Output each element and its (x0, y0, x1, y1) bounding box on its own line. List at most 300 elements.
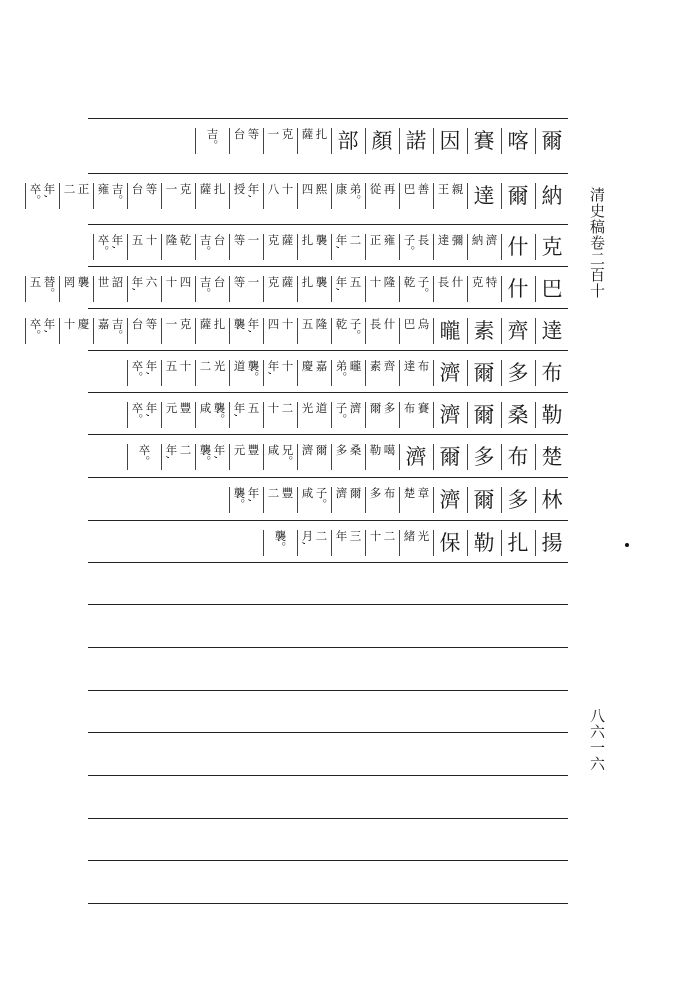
name-character: 濟 (439, 488, 461, 512)
annotation-cell (297, 234, 331, 270)
annotation-cell (161, 402, 195, 438)
annotation-column: 一 (246, 276, 261, 288)
annotation-column: 等 (144, 183, 159, 195)
annotation-cell (399, 402, 433, 438)
annotation-cell (263, 183, 297, 219)
annotation-column: 二 (348, 234, 363, 246)
annotation-column: 從 (368, 183, 383, 195)
annotation-column: 年 (334, 530, 349, 542)
annotation-cell (25, 276, 59, 312)
annotation-column: 素 (368, 360, 383, 372)
annotation-column: 克 (178, 318, 193, 330)
annotation-column: 一 (246, 234, 261, 246)
annotation-cell (93, 318, 127, 354)
annotation-cell (161, 360, 195, 396)
annotation-column: 隆 (382, 276, 397, 288)
annotation-cell (161, 276, 195, 312)
name-character: 爾 (473, 403, 495, 427)
name-character: 布 (507, 445, 529, 469)
name-character: 諾 (405, 129, 427, 153)
annotation-column: 十 (266, 402, 281, 414)
annotation-column: 襲 (314, 234, 329, 246)
annotation-cell (331, 487, 365, 523)
annotation-column: 等 (232, 234, 247, 246)
annotation-column: 十 (280, 318, 295, 330)
annotation-column: 二 (178, 444, 193, 456)
annotation-column: 薩 (198, 318, 213, 330)
annotation-cell (331, 276, 365, 312)
annotation-cell (195, 234, 229, 270)
annotation-cell (399, 183, 433, 219)
annotation-cell (365, 402, 399, 438)
annotation-cell (59, 318, 93, 354)
annotation-column: 多 (382, 402, 397, 414)
annotation-cell (127, 360, 161, 396)
row-rule (88, 860, 568, 861)
annotation-cell (331, 444, 365, 480)
annotation-column: 達 (436, 234, 451, 246)
annotation-column: 布 (416, 360, 431, 372)
annotation-column: 吉。 (198, 276, 213, 299)
annotation-column: 特 (484, 276, 499, 288)
annotation-column: 襲 (314, 276, 329, 288)
annotation-column: 豐 (246, 444, 261, 456)
annotation-column: 薩 (300, 128, 315, 140)
annotation-cell (127, 318, 161, 354)
annotation-column: 烏 (416, 318, 431, 330)
name-character: 多 (507, 488, 529, 512)
annotation-column: 元 (164, 402, 179, 414)
annotation-cell (229, 487, 263, 523)
annotation-cell (263, 402, 297, 438)
name-character: 因 (439, 129, 461, 153)
annotation-column: 道 (314, 402, 329, 414)
name-character: 部 (337, 129, 359, 153)
annotation-cell (331, 318, 365, 354)
annotation-cell (229, 444, 263, 480)
annotation-cell (297, 402, 331, 438)
annotation-column: 五 (246, 402, 261, 414)
annotation-column: 吉。 (110, 318, 125, 341)
annotation-cell (93, 183, 127, 219)
annotation-column: 弟。 (334, 360, 349, 383)
annotation-column: 替。 (42, 276, 57, 299)
annotation-column: 十 (368, 530, 383, 542)
annotation-column: 嘉 (96, 318, 111, 330)
annotation-cell (399, 318, 433, 354)
annotation-column: 二 (198, 360, 213, 372)
annotation-column: 一 (164, 183, 179, 195)
annotation-column: 年, (266, 360, 281, 376)
annotation-column: 隆 (164, 234, 179, 246)
annotation-column: 詔 (110, 276, 125, 288)
annotation-column: 長 (368, 318, 383, 330)
annotation-column: 扎 (314, 128, 329, 140)
row-rule (88, 604, 568, 605)
annotation-column: 十 (62, 318, 77, 330)
annotation-column: 罔 (62, 276, 77, 288)
annotation-cell (229, 360, 263, 396)
annotation-column: 五 (164, 360, 179, 372)
annotation-column: 薩 (280, 276, 295, 288)
row-rule (88, 818, 568, 819)
annotation-cell (399, 360, 433, 396)
annotation-cell (161, 183, 195, 219)
annotation-column: 克 (266, 234, 281, 246)
annotation-cell (467, 276, 501, 312)
annotation-column: 十 (178, 360, 193, 372)
annotation-cell (297, 128, 331, 164)
annotation-column: 濟 (300, 444, 315, 456)
annotation-column: 什 (382, 318, 397, 330)
speck (625, 543, 629, 547)
annotation-column: 襲。 (246, 360, 261, 383)
annotation-column: 五 (300, 318, 315, 330)
annotation-column: 豐 (178, 402, 193, 414)
annotation-cell (297, 487, 331, 523)
annotation-column: 納 (470, 234, 485, 246)
annotation-column: 年, (110, 234, 125, 250)
name-character: 濟 (439, 403, 461, 427)
annotation-column: 八 (266, 183, 281, 195)
row-rule (88, 224, 568, 225)
annotation-column: 咸 (198, 402, 213, 414)
annotation-column: 台 (130, 318, 145, 330)
annotation-column: 子。 (334, 402, 349, 425)
annotation-cell (93, 276, 127, 312)
annotation-column: 子。 (348, 318, 363, 341)
annotation-column: 子。 (416, 276, 431, 299)
annotation-column: 薩 (280, 234, 295, 246)
annotation-cell (25, 183, 59, 219)
annotation-column: 克 (266, 276, 281, 288)
annotation-column: 卒。 (28, 318, 43, 341)
annotation-column: 雍 (382, 234, 397, 246)
name-character: 納 (541, 184, 563, 208)
annotation-column: 噶 (382, 444, 397, 456)
name-character: 喀 (507, 129, 529, 153)
row-rule (88, 903, 568, 904)
annotation-cell (195, 402, 229, 438)
annotation-column: 吉。 (205, 128, 220, 151)
annotation-column: 彌 (450, 234, 465, 246)
annotation-cell (263, 530, 297, 566)
annotation-column: 襲。 (232, 487, 247, 510)
annotation-column: 隆 (314, 318, 329, 330)
annotation-column: 台 (212, 234, 227, 246)
annotation-column: 什 (450, 276, 465, 288)
annotation-column: 長 (416, 234, 431, 246)
annotation-cell (365, 234, 399, 270)
annotation-column: 二 (280, 402, 295, 414)
annotation-column: 扎 (300, 276, 315, 288)
annotation-column: 卒。 (130, 402, 145, 425)
annotation-cell (195, 276, 229, 312)
annotation-column: 正 (76, 183, 91, 195)
annotation-cell (161, 234, 195, 270)
row-rule (88, 173, 568, 174)
annotation-column: 慶 (76, 318, 91, 330)
annotation-column: 濟 (348, 402, 363, 414)
annotation-column: 五 (28, 276, 43, 288)
annotation-column: 五 (348, 276, 363, 288)
annotation-column: 嘉 (314, 360, 329, 372)
annotation-column: 二 (266, 487, 281, 499)
annotation-cell (365, 530, 399, 566)
annotation-column: 十 (164, 276, 179, 288)
book-title: 清史稿卷二百十 (588, 187, 606, 299)
annotation-cell (399, 276, 433, 312)
annotation-column: 襲。 (198, 444, 213, 467)
name-character: 多 (473, 445, 495, 469)
annotation-column: 雍 (96, 183, 111, 195)
annotation-column: 四 (300, 183, 315, 195)
annotation-cell (25, 318, 59, 354)
annotation-column: 曨 (348, 360, 363, 372)
annotation-column: 年, (144, 360, 159, 376)
annotation-column: 乾 (178, 234, 193, 246)
name-character: 什 (507, 277, 529, 301)
annotation-column: 子。 (314, 487, 329, 510)
annotation-cell (297, 530, 331, 566)
annotation-cell (263, 128, 297, 164)
annotation-cell (229, 128, 263, 164)
annotation-column: 多 (368, 487, 383, 499)
annotation-column: 台 (232, 128, 247, 140)
annotation-cell (365, 318, 399, 354)
annotation-column: 王 (436, 183, 451, 195)
annotation-column: 克 (178, 183, 193, 195)
name-character: 布 (541, 361, 563, 385)
annotation-column: 弟。 (348, 183, 363, 206)
annotation-cell (195, 183, 229, 219)
name-character: 顏 (371, 129, 393, 153)
annotation-cell (127, 234, 161, 270)
annotation-cell (331, 234, 365, 270)
annotation-column: 十 (144, 234, 159, 246)
annotation-column: 吉。 (110, 183, 125, 206)
annotation-column: 等 (144, 318, 159, 330)
annotation-cell (331, 402, 365, 438)
annotation-cell (263, 444, 297, 480)
row-rule (88, 775, 568, 776)
annotation-cell (365, 183, 399, 219)
name-character: 濟 (439, 361, 461, 385)
annotation-cell (331, 360, 365, 396)
annotation-column: 年, (334, 276, 349, 292)
annotation-column: 月, (300, 530, 315, 546)
annotation-column: 等 (246, 128, 261, 140)
annotation-column: 年, (246, 318, 261, 334)
annotation-column: 克 (280, 128, 295, 140)
annotation-column: 咸 (300, 487, 315, 499)
annotation-column: 賽 (416, 402, 431, 414)
annotation-cell (433, 234, 467, 270)
name-character: 曨 (439, 319, 461, 343)
annotation-cell (93, 234, 127, 270)
annotation-column: 十 (280, 360, 295, 372)
name-character: 什 (507, 235, 529, 259)
annotation-column: 布 (382, 487, 397, 499)
name-character: 克 (541, 235, 563, 259)
name-character: 扎 (507, 531, 529, 555)
annotation-cell (127, 444, 161, 480)
annotation-column: 再 (382, 183, 397, 195)
annotation-cell (229, 402, 263, 438)
annotation-column: 年, (232, 402, 247, 418)
name-character: 齊 (507, 319, 529, 343)
annotation-column: 吉。 (198, 234, 213, 257)
annotation-column: 二 (314, 530, 329, 542)
annotation-column: 薩 (198, 183, 213, 195)
annotation-column: 緒 (402, 530, 417, 542)
name-character: 揚 (541, 531, 563, 555)
annotation-column: 年, (246, 183, 261, 199)
annotation-column: 台 (212, 276, 227, 288)
annotation-cell (229, 276, 263, 312)
annotation-column: 卒。 (137, 444, 152, 467)
annotation-column: 元 (232, 444, 247, 456)
name-character: 爾 (507, 184, 529, 208)
annotation-column: 齊 (382, 360, 397, 372)
annotation-cell (263, 234, 297, 270)
annotation-column: 熙 (314, 183, 329, 195)
annotation-column: 等 (232, 276, 247, 288)
annotation-column: 乾 (402, 276, 417, 288)
annotation-column: 乾 (334, 318, 349, 330)
annotation-column: 光 (416, 530, 431, 542)
annotation-cell (263, 487, 297, 523)
name-character: 保 (439, 531, 461, 555)
row-rule (88, 118, 568, 119)
annotation-column: 慶 (300, 360, 315, 372)
annotation-column: 多 (334, 444, 349, 456)
annotation-column: 二 (382, 530, 397, 542)
name-character: 勒 (541, 403, 563, 427)
annotation-column: 年, (246, 487, 261, 503)
annotation-column: 善 (416, 183, 431, 195)
annotation-column: 爾 (368, 402, 383, 414)
annotation-cell (433, 183, 467, 219)
annotation-cell (331, 183, 365, 219)
annotation-column: 年, (42, 318, 57, 334)
annotation-column: 達 (402, 360, 417, 372)
name-character: 爾 (473, 488, 495, 512)
annotation-cell (297, 318, 331, 354)
annotation-cell (399, 234, 433, 270)
name-character: 達 (541, 319, 563, 343)
annotation-column: 卒。 (28, 183, 43, 206)
annotation-cell (467, 234, 501, 270)
page-number: 八六一六 (588, 708, 606, 772)
annotation-cell (195, 444, 229, 480)
annotation-column: 二 (62, 183, 77, 195)
annotation-column: 年, (130, 276, 145, 292)
annotation-column: 布 (402, 402, 417, 414)
annotation-cell (59, 183, 93, 219)
annotation-column: 扎 (212, 183, 227, 195)
annotation-column: 襲 (232, 318, 247, 330)
name-character: 林 (541, 488, 563, 512)
annotation-column: 年, (212, 444, 227, 460)
annotation-cell (297, 276, 331, 312)
annotation-column: 扎 (212, 318, 227, 330)
annotation-column: 四 (266, 318, 281, 330)
annotation-cell (365, 276, 399, 312)
annotation-cell (297, 183, 331, 219)
annotation-column: 年, (164, 444, 179, 460)
annotation-column: 光 (212, 360, 227, 372)
annotation-column: 授 (232, 183, 247, 195)
annotation-column: 豐 (280, 487, 295, 499)
row-rule (88, 732, 568, 733)
annotation-cell (297, 360, 331, 396)
annotation-column: 五 (130, 234, 145, 246)
annotation-column: 勒 (368, 444, 383, 456)
annotation-column: 一 (266, 128, 281, 140)
annotation-column: 卒。 (130, 360, 145, 383)
annotation-column: 世 (96, 276, 111, 288)
annotation-cell (263, 318, 297, 354)
annotation-column: 爾 (314, 444, 329, 456)
annotation-cell (127, 402, 161, 438)
annotation-column: 爾 (348, 487, 363, 499)
row-rule (88, 690, 568, 691)
name-character: 多 (507, 361, 529, 385)
annotation-column: 咸 (266, 444, 281, 456)
annotation-cell (331, 530, 365, 566)
annotation-cell (161, 444, 195, 480)
annotation-cell (365, 360, 399, 396)
annotation-column: 正 (368, 234, 383, 246)
annotation-cell (365, 487, 399, 523)
annotation-cell (127, 276, 161, 312)
annotation-cell (263, 360, 297, 396)
annotation-column: 襲。 (273, 530, 288, 553)
annotation-column: 巴 (402, 183, 417, 195)
name-character: 爾 (541, 129, 563, 153)
row-rule (88, 647, 568, 648)
annotation-cell (127, 183, 161, 219)
name-character: 勒 (473, 531, 495, 555)
name-character: 達 (473, 184, 495, 208)
annotation-column: 楚 (402, 487, 417, 499)
annotation-column: 襲。 (212, 402, 227, 425)
annotation-column: 濟 (334, 487, 349, 499)
annotation-column: 十 (368, 276, 383, 288)
annotation-column: 兄。 (280, 444, 295, 467)
annotation-column: 巴 (402, 318, 417, 330)
annotation-cell (399, 530, 433, 566)
annotation-column: 子。 (402, 234, 417, 257)
annotation-cell (263, 276, 297, 312)
annotation-column: 扎 (300, 234, 315, 246)
annotation-column: 長 (436, 276, 451, 288)
annotation-column: 年, (144, 402, 159, 418)
annotation-column: 克 (470, 276, 485, 288)
annotation-cell (161, 318, 195, 354)
annotation-column: 卒。 (96, 234, 111, 257)
annotation-cell (229, 183, 263, 219)
annotation-column: 四 (178, 276, 193, 288)
name-character: 賽 (473, 129, 495, 153)
annotation-column: 年, (334, 234, 349, 250)
annotation-column: 道 (232, 360, 247, 372)
annotation-column: 台 (130, 183, 145, 195)
annotation-column: 三 (348, 530, 363, 542)
annotation-cell (59, 276, 93, 312)
name-character: 桑 (507, 403, 529, 427)
